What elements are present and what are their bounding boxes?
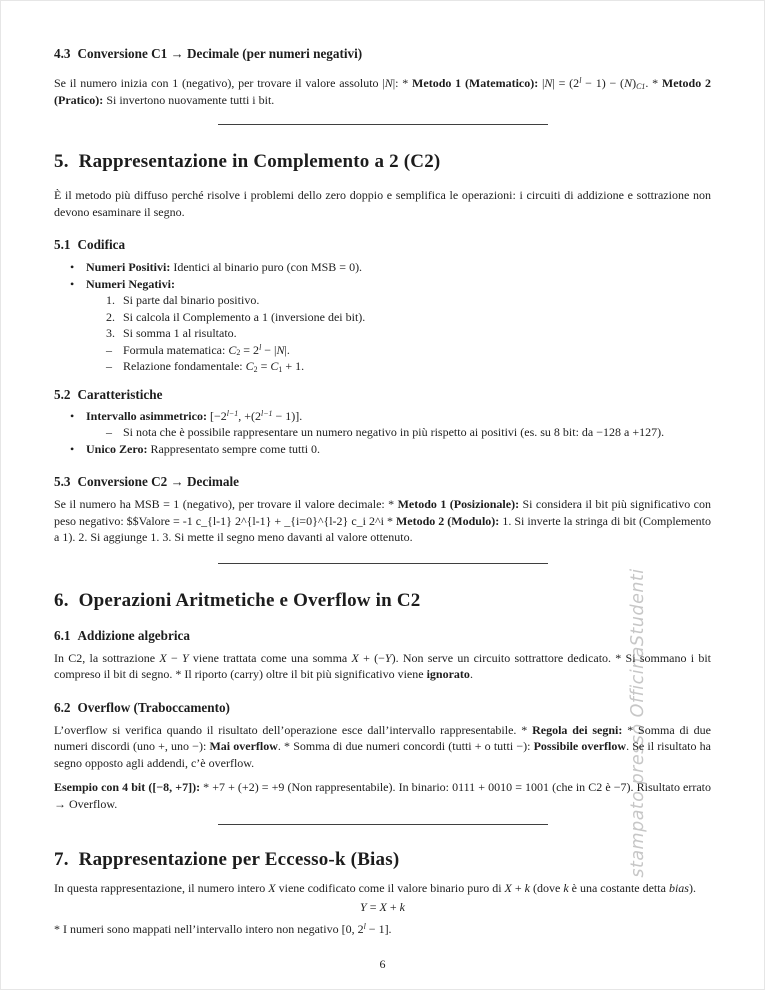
horizontal-rule [218,563,548,564]
list-item [70,276,711,293]
text-run: | = (2 [552,76,580,90]
text-run: bias [668,881,689,895]
list-item-text [123,424,711,441]
heading-7 [54,847,711,872]
text-run: In C2, la sottrazione [54,650,160,665]
heading-number: 7. [54,849,69,870]
bullet-marker: • [70,276,75,291]
list-item [70,259,711,276]
numbered-sublist [106,292,711,375]
text-run: Si considera il bit più significativo con peso negativo: $$Valore = -1 c_{l-1} 2^{l-1} + _{i=0}^{l-2} c_i 2^i * [54,497,711,528]
heading-number: 5.3 [54,474,71,489]
text-run: − 1]. [365,922,392,936]
text-run: − 1) − ( [581,76,625,90]
text-run: Rappresentato sempre come tutti 0. [147,441,321,456]
text-run: = 2 [240,342,260,357]
text-run: 2 [236,348,241,358]
text-run: − [166,650,182,665]
list-item-text [123,358,711,375]
text-run: Se il numero ha MSB = 1 (negativo), per trovare il valore decimale: * [54,497,398,511]
page-number: 6 [379,956,386,971]
text-run: l [579,76,582,86]
heading-number: 6.2 [54,699,71,715]
list-item [70,441,711,458]
text-run: X [268,881,276,895]
text-run: Si invertono nuovamente tutti i bit. [103,92,275,107]
text-run: . * Somma di due numeri concordi (tutti + o tutti −): [277,739,534,753]
text-run: N [624,76,633,90]
text-run: Regola dei segni: [532,722,623,737]
text-run: ). Non serve un circuito sottrattore dedicato. * Si sommano i bit compreso il bit di segno. * Il riporto (carry) oltre il bit più significativo viene [54,650,712,681]
heading-number: 6. [54,589,69,611]
item-marker: 2. [106,309,115,324]
text-run: = [257,359,271,373]
heading-6 [54,588,711,613]
text-run: ). [688,881,696,895]
text-run: 2 [253,364,258,374]
text-run: Metodo 1 (Posizionale): [397,497,520,511]
heading-number: 4.3 [54,46,71,61]
heading-title: Conversione C1 → Decimale (per numeri negativi) [77,46,363,61]
list-item-text [86,441,711,458]
text-run: Mai overflow [209,739,278,753]
text-run: Si calcola il Complemento a 1 (inversione dei bit). [123,309,366,324]
text-run: | [538,76,545,90]
text-run: Relazione fondamentale: [123,359,246,373]
heading-5 [54,149,711,174]
heading-number: 5.1 [54,237,71,252]
text-run: C [245,359,254,373]
text-run: Formula matematica: [123,342,229,357]
paragraph-5-3 [54,496,711,546]
watermark-text: stampato presso OfficinaStudenti [627,568,648,878]
text-run: + 1. [282,359,305,373]
paragraph-4-3 [54,75,711,108]
text-run: Intervallo asimmetrico: [86,408,207,423]
list-item-text [123,309,711,326]
text-run: C [228,342,237,357]
bullet-marker: • [70,408,75,423]
text-run: È il metodo più diffuso perché risolve i problemi dello zero doppio e semplifica le operazioni: i circuiti di addizione e sottrazione non devono esaminare il segno. [54,188,711,219]
list-item [106,358,711,375]
list-item-text [123,342,711,359]
text-run: Metodo 2 (Pratico): [54,76,711,107]
bullet-marker: • [70,260,75,274]
text-run: Possibile overflow [533,739,627,753]
text-run: viene trattata come una somma [188,650,352,665]
paragraph-6-1 [54,650,711,683]
text-run: |: * [392,76,413,90]
paragraph-7-intro [54,880,711,897]
heading-5-3 [54,473,711,490]
heading-title: Caratteristiche [77,386,163,402]
heading-4-3 [54,45,711,62]
text-run: Numeri Negativi: [86,276,175,291]
text-run: Esempio con 4 bit ([−8, +7]): [54,780,201,794]
text-run: . [469,667,473,681]
horizontal-rule [218,124,548,125]
heading-number: 5.2 [54,386,71,402]
heading-title: Conversione C2 → Decimale [77,474,239,489]
heading-title: Operazioni Aritmetiche e Overflow in C2 [78,589,421,611]
text-run: [−2 [206,408,227,423]
item-marker: – [106,425,112,439]
text-run: , +(2 [238,408,261,423]
paragraph-6-2 [54,722,711,772]
horizontal-rule [218,824,548,825]
text-run: Metodo 1 (Matematico): [412,76,539,90]
dash-sublist [106,424,711,441]
text-run: viene codificato come il valore binario puro di [275,881,505,895]
bullet-list-codifica [70,259,711,375]
heading-number: 5. [54,151,69,172]
text-run: X [504,881,512,895]
item-marker: – [106,342,112,357]
text-run: N [544,76,553,90]
equation-bias [54,899,711,916]
list-item [70,408,711,425]
text-run: 1. Si inverte la stringa di bit (Complemento a 1). 2. Si aggiunge 1. 3. Si mette il segno meno davanti al valore ottenuto. [54,513,711,544]
text-run: * Somma di due numeri discordi (uno +, uno −): [54,722,711,753]
heading-title: Rappresentazione per Eccesso-k (Bias) [78,849,400,870]
text-run: + [386,899,400,914]
item-marker: 1. [106,293,115,307]
list-item [106,424,711,441]
bullet-list-caratteristiche [70,408,711,458]
item-marker: – [106,359,112,373]
item-marker: 3. [106,326,115,340]
text-run: . Se il risultato ha segno opposto agli addendi, c’è overflow. [54,739,711,770]
text-run: l−1 [261,408,273,418]
list-item-text [123,325,711,342]
text-run: Unico Zero: [86,441,148,456]
text-run: (dove [529,881,564,895]
text-run: k [399,899,405,914]
text-run: l [259,342,262,352]
list-item-text [123,292,711,309]
list-item-text [86,276,711,293]
text-run: − | [261,342,277,357]
text-run: ignorato [426,667,470,681]
text-run: Y [181,650,189,665]
text-run: C [270,359,279,373]
text-run: è una costante detta [568,881,669,895]
text-run: − 1)]. [272,408,303,423]
text-run: Se il numero inizia con 1 (negativo), per trovare il valore assoluto | [54,76,385,90]
text-run: k [524,881,530,895]
text-run: l−1 [226,408,239,418]
heading-6-1 [54,627,711,644]
text-run: X [379,899,387,914]
text-run: Metodo 2 (Modulo): [395,513,500,528]
text-run: + (− [358,650,385,665]
text-run: Numeri Positivi: [86,260,171,274]
text-run: L’overflow si verifica quando il risultato dell’operazione esce dall’intervallo rappresentabile. * [54,722,533,737]
text-run: C1 [636,81,646,91]
text-run: X [159,650,167,665]
text-run: N [384,76,393,90]
text-run: k [563,881,569,895]
bullet-marker: • [70,441,75,456]
text-run: * +7 + (+2) = +9 (Non rappresentabile). In binario: 0111 + 0010 = 1001 (che in C2 è −7). Risultato errato → Overflow. [54,780,711,811]
text-run: Identici al binario puro (con MSB = 0). [170,260,363,274]
list-item-text [86,259,711,276]
text-run: Y [360,899,367,914]
list-item [106,342,711,359]
list-item-text [86,408,711,425]
text-run: Si nota che è possibile rappresentare un numero negativo in più rispetto ai positivi (es. su 8 bit: da −128 a +127). [123,425,665,439]
paragraph-7-note [54,921,711,938]
text-run: In questa rappresentazione, il numero intero [54,881,269,895]
text-run: |. [284,342,290,357]
list-item [106,292,711,309]
heading-5-2 [54,386,711,403]
text-run: ) [632,76,637,90]
text-run: X [351,650,359,665]
text-run: l [363,922,366,932]
heading-6-2 [54,699,711,716]
heading-title: Rappresentazione in Complemento a 2 (C2) [78,151,441,172]
heading-5-1 [54,236,711,253]
text-run: Y [384,650,392,665]
text-run: + [511,881,525,895]
paragraph-esempio [54,779,711,812]
paragraph-5-intro [54,187,711,220]
heading-number: 6.1 [54,627,71,643]
text-run: Si parte dal binario positivo. [123,293,260,307]
text-run: N [276,342,285,357]
heading-title: Codifica [77,237,126,252]
text-run: . * [645,76,662,90]
list-item [106,325,711,342]
page-content [54,45,711,938]
text-run: * I numeri sono mappati nell’intervallo intero non negativo [0, 2 [54,922,364,936]
text-run: = [366,899,380,914]
text-run: 1 [278,364,283,374]
heading-title: Addizione algebrica [77,627,190,643]
heading-title: Overflow (Traboccamento) [77,699,230,715]
text-run: Si somma 1 al risultato. [123,326,237,340]
list-item [106,309,711,326]
